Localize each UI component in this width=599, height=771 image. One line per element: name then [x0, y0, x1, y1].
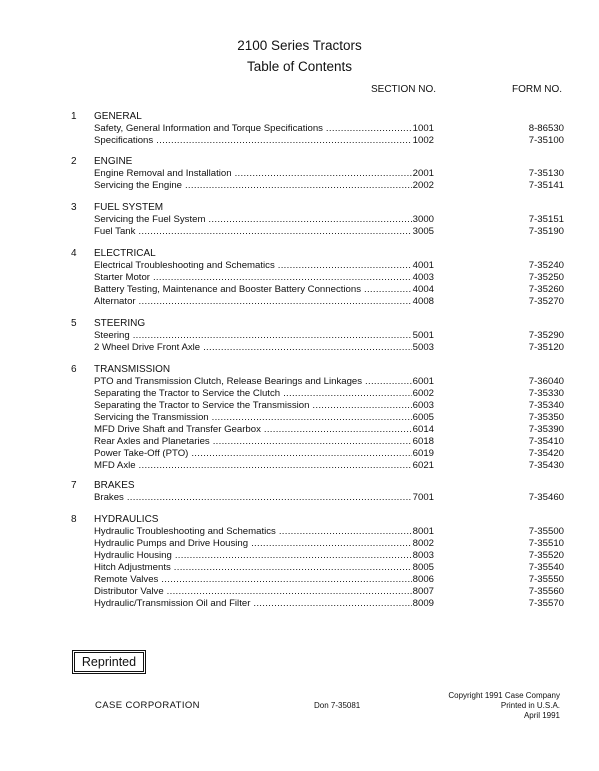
entry-title: PTO and Transmission Clutch, Release Bearings and Linkages .....: [94, 376, 412, 388]
footer-company: CASE CORPORATION: [95, 700, 200, 711]
toc-entry: [94, 562, 564, 574]
entry-title: Servicing the Fuel System .....: [94, 214, 412, 226]
entry-form-number: 7-35500: [528, 526, 564, 537]
entry-form-number: 8-86530: [528, 123, 564, 134]
toc-entry: [94, 226, 564, 238]
entry-section-number: 3005: [412, 226, 434, 237]
entry-section-number: 5001: [412, 330, 434, 341]
entry-section-number: 4001: [412, 260, 434, 271]
entry-section-number: 4003: [412, 272, 434, 283]
entry-form-number: 7-35330: [528, 388, 564, 399]
entry-section-number: 4008: [412, 296, 434, 307]
entry-form-number: 7-35240: [528, 260, 564, 271]
entry-title: Separating the Tractor to Service the Transmission .....: [94, 400, 412, 412]
toc-entry: [94, 180, 564, 192]
toc-entry: [94, 214, 564, 226]
entry-section-number: 6021: [412, 460, 434, 471]
entry-form-number: 7-35151: [528, 214, 564, 225]
entry-form-number: 7-35540: [528, 562, 564, 573]
entry-section-number: 8003: [412, 550, 434, 561]
entry-section-number: 6018: [412, 436, 434, 447]
toc-entry: [94, 550, 564, 562]
section-heading: TRANSMISSION: [94, 364, 171, 375]
toc-entry: [94, 492, 564, 504]
entry-title: Hydraulic Troubleshooting and Schematics .....: [94, 526, 412, 538]
entry-section-number: 8007: [412, 586, 434, 597]
entry-form-number: 7-35520: [528, 550, 564, 561]
section-entries: [94, 214, 564, 238]
section-heading: GENERAL: [94, 111, 142, 122]
entry-form-number: 7-35141: [528, 180, 564, 191]
entry-title: Battery Testing, Maintenance and Booster Battery Connections .....: [94, 284, 412, 296]
toc-entry: [94, 342, 564, 354]
section-entries: [94, 123, 564, 147]
entry-title: Rear Axles and Planetaries .....: [94, 436, 412, 448]
section-number: 5: [71, 318, 77, 329]
entry-title: Starter Motor .....: [94, 272, 412, 284]
section-number-column-header: SECTION NO.: [371, 84, 437, 95]
entry-section-number: 4004: [412, 284, 434, 295]
section-entries: [94, 260, 564, 308]
entry-form-number: 7-35420: [528, 448, 564, 459]
toc-entry: [94, 436, 564, 448]
entry-section-number: 8001: [412, 526, 434, 537]
section-heading: FUEL SYSTEM: [94, 202, 164, 213]
toc-entry: [94, 460, 564, 472]
section-number: 2: [71, 156, 77, 167]
entry-section-number: 5003: [412, 342, 434, 353]
entry-title: Electrical Troubleshooting and Schematics .....: [94, 260, 412, 272]
section-number: 6: [71, 364, 77, 375]
toc-entry: [94, 424, 564, 436]
entry-section-number: 6005: [412, 412, 434, 423]
entry-form-number: 7-35390: [528, 424, 564, 435]
entry-title: Brakes .....: [94, 492, 412, 504]
toc-entry: [94, 586, 564, 598]
entry-section-number: 8002: [412, 538, 434, 549]
entry-title: Steering .....: [94, 330, 412, 342]
toc-entry: [94, 448, 564, 460]
toc-entry: [94, 260, 564, 272]
entry-title: 2 Wheel Drive Front Axle .....: [94, 342, 412, 354]
section-number: 3: [71, 202, 77, 213]
entry-form-number: 7-35570: [528, 598, 564, 609]
entry-title: Remote Valves .....: [94, 574, 412, 586]
section-entries: [94, 168, 564, 192]
entry-section-number: 6014: [412, 424, 434, 435]
toc-entry: [94, 272, 564, 284]
entry-section-number: 1001: [412, 123, 434, 134]
entry-title: Servicing the Transmission .....: [94, 412, 412, 424]
toc-entry: [94, 123, 564, 135]
entry-form-number: 7-35100: [528, 135, 564, 146]
entry-form-number: 7-35350: [528, 412, 564, 423]
section-number: 8: [71, 514, 77, 525]
footer-copyright-block: [440, 691, 560, 721]
entry-form-number: 7-35340: [528, 400, 564, 411]
entry-title: Servicing the Engine .....: [94, 180, 412, 192]
entry-section-number: 8009: [412, 598, 434, 609]
entry-title: Hydraulic Pumps and Drive Housing .....: [94, 538, 412, 550]
entry-title: Hitch Adjustments .....: [94, 562, 412, 574]
entry-form-number: 7-35260: [528, 284, 564, 295]
entry-title: Separating the Tractor to Service the Clutch .....: [94, 388, 412, 400]
entry-form-number: 7-35560: [528, 586, 564, 597]
toc-entry: [94, 412, 564, 424]
entry-section-number: 6001: [412, 376, 434, 387]
entry-section-number: 6003: [412, 400, 434, 411]
entry-title: Hydraulic Housing .....: [94, 550, 412, 562]
entry-title: MFD Drive Shaft and Transfer Gearbox .....: [94, 424, 412, 436]
entry-title: Engine Removal and Installation .....: [94, 168, 412, 180]
entry-section-number: 8006: [412, 574, 434, 585]
section-number: 4: [71, 248, 77, 259]
entry-title: MFD Axle .....: [94, 460, 412, 472]
entry-section-number: 8005: [412, 562, 434, 573]
section-entries: [94, 330, 564, 354]
footer-copyright: Copyright 1991 Case Company: [448, 691, 560, 700]
section-heading: HYDRAULICS: [94, 514, 159, 525]
entry-title: Specifications .....: [94, 135, 412, 147]
entry-form-number: 7-35550: [528, 574, 564, 585]
entry-title: Hydraulic/Transmission Oil and Filter .....: [94, 598, 412, 610]
toc-entry: [94, 388, 564, 400]
section-entries: [94, 492, 564, 504]
entry-title: Alternator .....: [94, 296, 412, 308]
entry-section-number: 1002: [412, 135, 434, 146]
entry-title: Power Take-Off (PTO) .....: [94, 448, 412, 460]
toc-entry: [94, 135, 564, 147]
toc-entry: [94, 538, 564, 550]
entry-form-number: 7-35130: [528, 168, 564, 179]
toc-entry: [94, 400, 564, 412]
toc-entry: [94, 526, 564, 538]
document-subtitle: Table of Contents: [246, 59, 353, 74]
section-heading: STEERING: [94, 318, 146, 329]
entry-section-number: 2001: [412, 168, 434, 179]
entry-form-number: 7-35430: [528, 460, 564, 471]
reprinted-stamp: Reprinted: [74, 652, 144, 672]
entry-title: Safety, General Information and Torque Specifications .....: [94, 123, 412, 135]
section-number: 1: [71, 111, 77, 122]
toc-entry: [94, 168, 564, 180]
footer-doc-code: Don 7-35081: [314, 701, 361, 710]
section-number: 7: [71, 480, 77, 491]
section-entries: [94, 376, 564, 472]
entry-section-number: 6019: [412, 448, 434, 459]
entry-form-number: 7-35190: [528, 226, 564, 237]
section-heading: BRAKES: [94, 480, 135, 491]
section-heading: ELECTRICAL: [94, 248, 156, 259]
document-title: 2100 Series Tractors: [237, 38, 362, 53]
entry-form-number: 7-35410: [528, 436, 564, 447]
footer-date: April 1991: [523, 711, 560, 720]
footer-printed: Printed in U.S.A.: [500, 701, 560, 710]
entry-form-number: 7-35510: [528, 538, 564, 549]
entry-section-number: 6002: [412, 388, 434, 399]
toc-entry: [94, 330, 564, 342]
entry-title: Fuel Tank .....: [94, 226, 412, 238]
section-heading: ENGINE: [94, 156, 133, 167]
entry-form-number: 7-36040: [528, 376, 564, 387]
entry-section-number: 7001: [412, 492, 434, 503]
toc-entry: [94, 574, 564, 586]
toc-entry: [94, 284, 564, 296]
entry-form-number: 7-35270: [528, 296, 564, 307]
entry-form-number: 7-35120: [528, 342, 564, 353]
toc-entry: [94, 296, 564, 308]
entry-section-number: 3000: [412, 214, 434, 225]
section-entries: [94, 526, 564, 610]
entry-section-number: 2002: [412, 180, 434, 191]
entry-form-number: 7-35250: [528, 272, 564, 283]
entry-form-number: 7-35460: [528, 492, 564, 503]
form-number-column-header: FORM NO.: [512, 84, 562, 95]
entry-title: Distributor Valve .....: [94, 586, 412, 598]
toc-entry: [94, 376, 564, 388]
toc-entry: [94, 598, 564, 610]
entry-form-number: 7-35290: [528, 330, 564, 341]
